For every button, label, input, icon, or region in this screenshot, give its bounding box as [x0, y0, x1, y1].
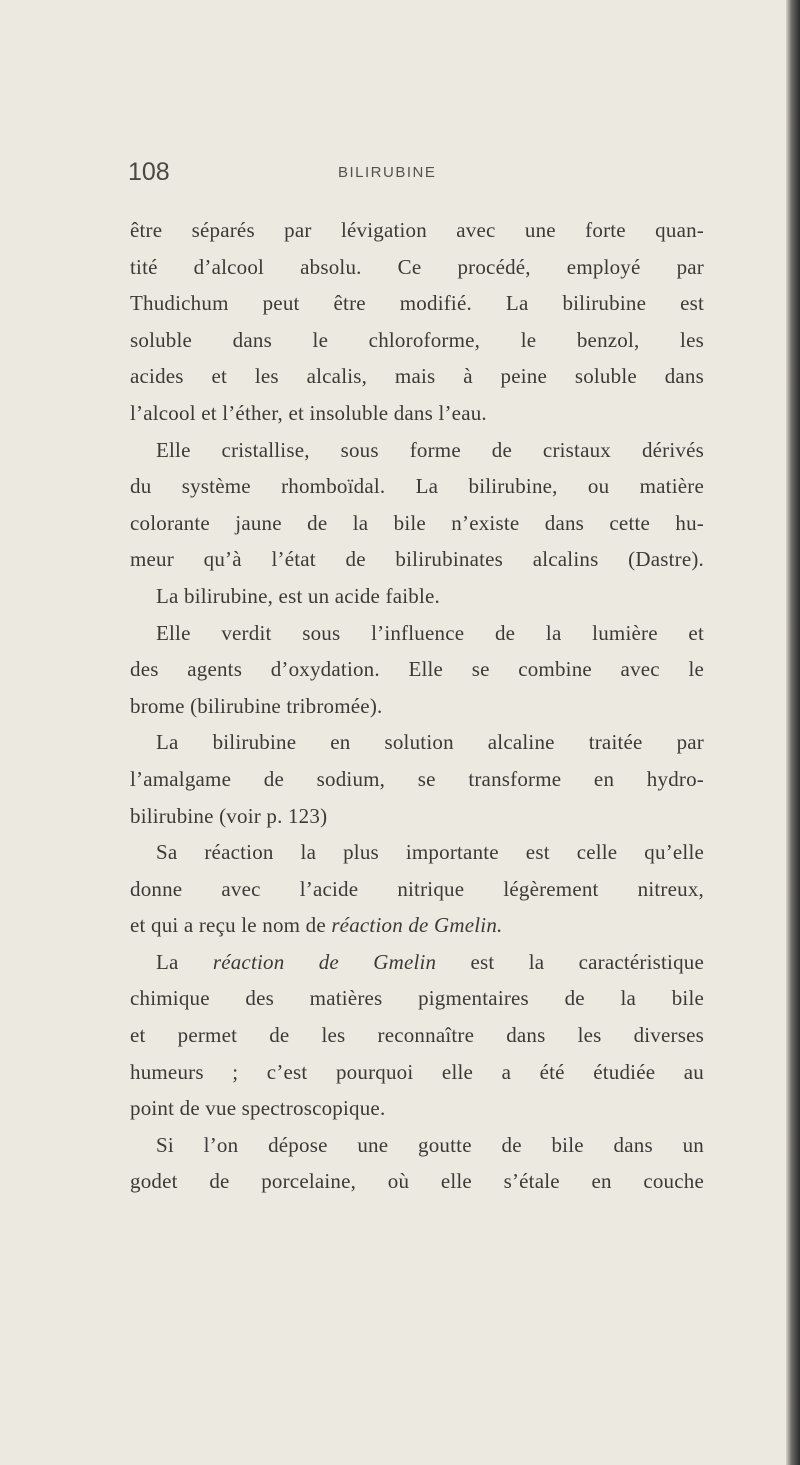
paragraph-start: La bilirubine, est un acide faible.	[156, 583, 440, 608]
text-line: colorante jaune de la bile n’existe dans cette hu-	[130, 510, 704, 535]
text-line: donne avec l’acide nitrique légèrement nitreux,	[130, 876, 704, 901]
paragraph-start: Sa réaction la plus importante est celle qu’elle	[156, 840, 704, 865]
page-edge-shadow	[786, 0, 800, 1465]
text-line: brome (bilirubine tribromée).	[130, 693, 383, 718]
text-line: et permet de les reconnaître dans les diverses	[130, 1023, 704, 1048]
page-number: 108	[128, 158, 170, 186]
text-line: chimique des matières pigmentaires de la bile	[130, 986, 704, 1011]
paragraph-start: Elle cristallise, sous forme de cristaux dérivés	[156, 437, 704, 462]
paragraph-start: Si l’on dépose une goutte de bile dans un	[156, 1132, 704, 1157]
italic-term: réaction de Gmelin.	[331, 913, 503, 938]
text-span: est la caractéristique	[436, 949, 705, 974]
text-line: être séparés par lévigation avec une forte quan-	[130, 218, 704, 242]
text-line: des agents d’oxydation. Elle se combine avec le	[130, 657, 704, 682]
text-line: humeurs ; c’est pourquoi elle a été étudiée au	[130, 1059, 704, 1084]
paragraph-start: La bilirubine en solution alcaline traitée par	[156, 730, 704, 755]
text-span: La	[156, 949, 213, 974]
text-line: godet de porcelaine, où elle s’étale en couche	[130, 1169, 704, 1194]
text-line: meur qu’à l’état de bilirubinates alcalins (Dastre).	[130, 547, 704, 572]
text-line: point de vue spectroscopique.	[130, 1096, 386, 1121]
text-line: acides et les alcalis, mais à peine soluble dans	[130, 364, 704, 389]
text-line: tité d’alcool absolu. Ce procédé, employé par	[130, 254, 704, 279]
text-line: Thudichum peut être modifié. La bilirubine est	[130, 291, 704, 316]
text-line: soluble dans le chloroforme, le benzol, les	[130, 327, 704, 352]
italic-term: réaction de Gmelin	[212, 949, 437, 974]
text-line: l’alcool et l’éther, et insoluble dans l’eau.	[130, 400, 487, 425]
text-line: l’amalgame de sodium, se transforme en hydro-	[130, 766, 704, 791]
body-text	[130, 212, 704, 1200]
paragraph-start	[130, 944, 704, 981]
running-title: BILIRUBINE	[338, 164, 437, 181]
page-header	[128, 158, 688, 192]
text-line: bilirubine (voir p. 123)	[130, 803, 328, 828]
text-line: du système rhomboïdal. La bilirubine, ou matière	[130, 474, 704, 499]
text-span: et qui a reçu le nom de	[130, 913, 332, 938]
text-line	[130, 907, 704, 944]
paragraph-start: Elle verdit sous l’influence de la lumière et	[156, 620, 704, 645]
